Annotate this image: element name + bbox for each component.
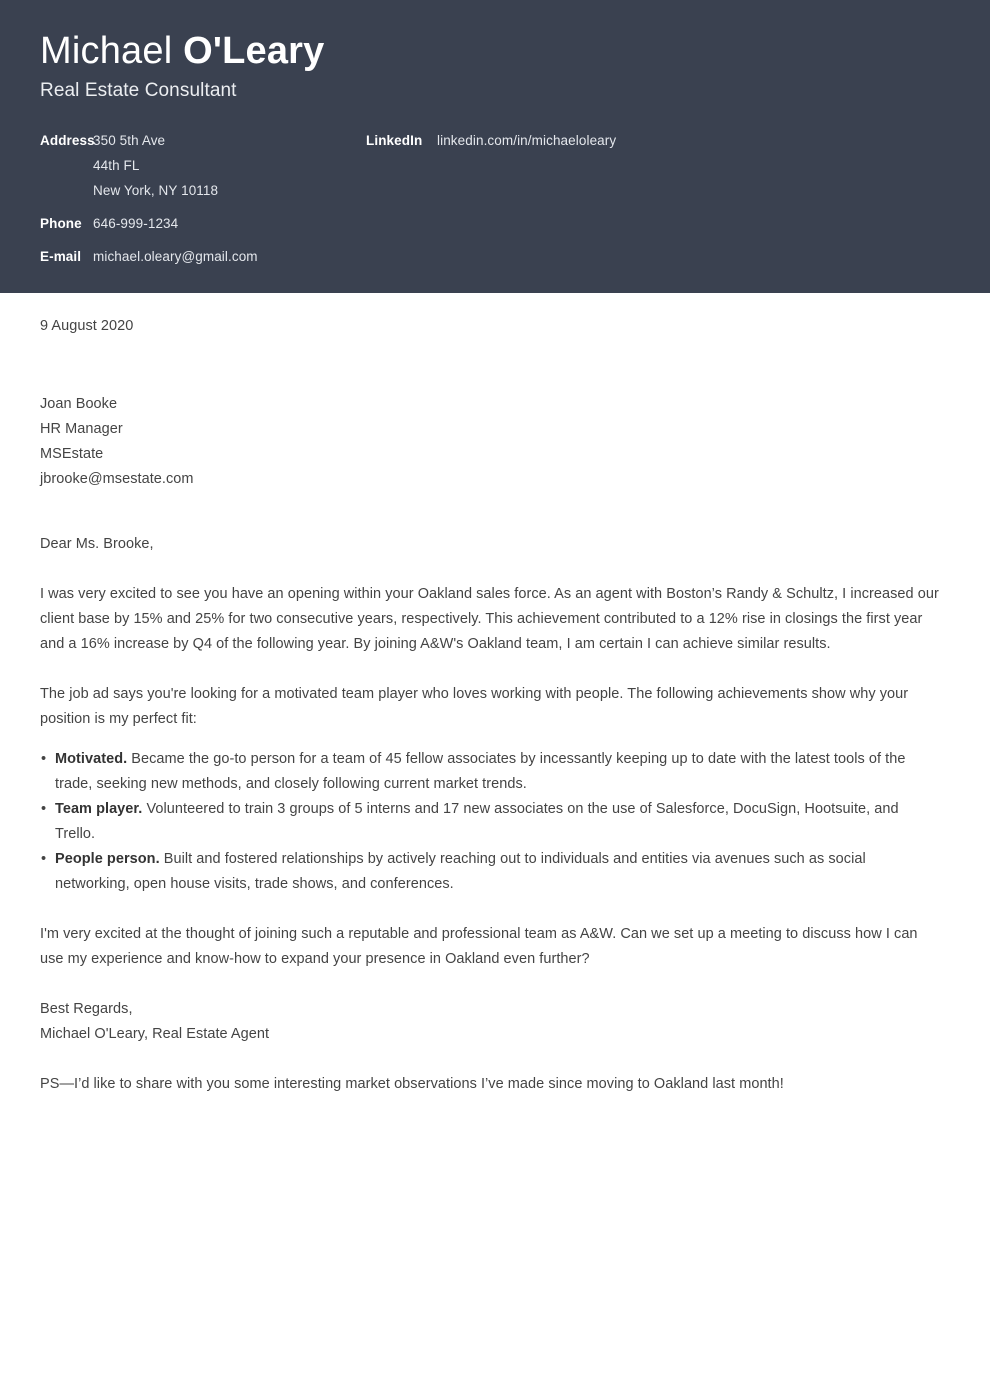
contact-column-left [40, 128, 366, 269]
list-item [40, 747, 940, 797]
last-name: O'Leary [183, 30, 325, 72]
address-value [93, 128, 218, 203]
bullet-dot-icon: • [41, 750, 47, 767]
body-paragraph-2: The job ad says you're looking for a motivated team player who loves working with people. The following achievements show why your position is my perfect fit: [40, 686, 909, 727]
bullet-dot-icon: • [41, 800, 47, 817]
linkedin-label: LinkedIn [366, 132, 423, 148]
bullet-text: Built and fostered relationships by actively reaching out to individuals and entities via avenues such as social networking, open house visits, trade shows, and conferences. [55, 850, 866, 892]
signoff-greeting: Best Regards, [40, 1000, 133, 1017]
recipient-company: MSEstate [40, 446, 104, 462]
email-value[interactable]: michael.oleary@gmail.com [93, 248, 258, 264]
bullet-lead: Motivated. [55, 750, 128, 767]
body-paragraph-3: I'm very excited at the thought of joining such a reputable and professional team as A&W. Can we set up a meeting to discuss how I can use my experience and know-how to expand your presence in Oakland even further? [40, 925, 918, 967]
contact-row-linkedin [366, 128, 940, 153]
address-line-1: 350 5th Ave [93, 132, 166, 148]
phone-label: Phone [40, 215, 82, 231]
linkedin-value[interactable]: linkedin.com/in/michaeloleary [437, 132, 617, 148]
address-line-3: New York, NY 10118 [93, 182, 219, 198]
list-item [40, 797, 940, 847]
salutation: Dear Ms. Brooke, [40, 536, 154, 552]
recipient-email[interactable]: jbrooke@msestate.com [40, 471, 194, 487]
letterhead-header [0, 0, 990, 293]
bullet-dot-icon: • [41, 850, 47, 867]
letter-body [0, 314, 990, 1097]
body-paragraph-1: I was very excited to see you have an opening within your Oakland sales force. As an agent with Boston’s Randy & Schultz, I increased our client base by 15% and 25% for two consecutive years, respectively. This achievement contributed to a 12% rise in closings the first year and a 16% increase by Q4 of the following year. By joining A&W's Oakland team, I am certain I can achieve similar results. [40, 586, 939, 652]
bullet-text: Volunteered to train 3 groups of 5 interns and 17 new associates on the use of Salesforce, DocuSign, Hootsuite, and Trello. [55, 800, 899, 842]
contact-details [40, 128, 940, 269]
signoff-name: Michael O'Leary, Real Estate Agent [40, 1025, 270, 1042]
job-title: Real Estate Consultant [40, 79, 237, 101]
first-name: Michael [40, 30, 184, 72]
letter-date: 9 August 2020 [40, 318, 134, 334]
signature-block [40, 997, 940, 1047]
email-label: E-mail [40, 248, 82, 264]
bullet-lead: Team player. [55, 800, 143, 817]
contact-column-right [366, 128, 940, 153]
recipient-title: HR Manager [40, 421, 123, 437]
page-title [40, 30, 940, 74]
achievements-list [40, 747, 940, 897]
address-line-2: 44th FL [93, 157, 140, 173]
contact-row-email [40, 244, 366, 269]
list-item [40, 847, 940, 897]
recipient-block [40, 392, 940, 492]
recipient-name: Joan Booke [40, 396, 118, 412]
address-label: Address [40, 132, 95, 148]
postscript: PS—I’d like to share with you some interesting market observations I’ve made since moving to Oakland last month! [40, 1075, 784, 1092]
bullet-text: Became the go-to person for a team of 45 fellow associates by incessantly keeping up to date with the latest tools of the trade, seeking new methods, and closely following current market trends. [55, 750, 906, 792]
bullet-lead: People person. [55, 850, 160, 867]
phone-value[interactable]: 646-999-1234 [93, 215, 179, 231]
contact-row-address [40, 128, 366, 203]
contact-row-phone [40, 211, 366, 236]
